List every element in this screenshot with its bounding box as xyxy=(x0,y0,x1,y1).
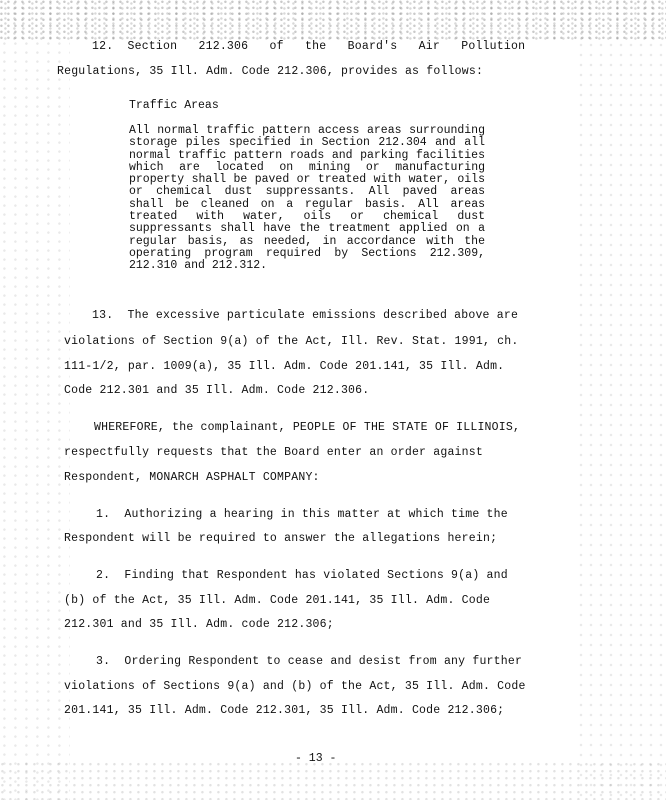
item3-line2: violations of Sections 9(a) and (b) of the Act, 35 Ill. Adm. Code xyxy=(64,680,526,693)
para13-line2: violations of Section 9(a) of the Act, Ill. Rev. Stat. 1991, ch. xyxy=(64,335,519,348)
item3-line1: 3. Ordering Respondent to cease and desist from any further xyxy=(96,655,523,668)
quote-body: All normal traffic pattern access areas surrounding storage piles specified in Section 212.304 and all normal traffic pattern roads and parking facilities which are located on mining or manufacturing property shall be paved or treated with water, oils or chemical dust suppressants. All paved areas shall be cleaned on a regular basis. All areas treated with water, oils or chemical dust suppressants shall have the treatment applied on a regular basis, as needed, in accordance with the operating program required by Sections 212.309, 212.310 and 212.312. xyxy=(129,124,485,273)
para13-line3: 111-1/2, par. 1009(a), 35 Ill. Adm. Code 201.141, 35 Ill. Adm. xyxy=(64,360,505,373)
para13-line4: Code 212.301 and 35 Ill. Adm. Code 212.306. xyxy=(64,384,370,397)
wherefore-line3: Respondent, MONARCH ASPHALT COMPANY: xyxy=(64,471,320,484)
scan-noise-left xyxy=(0,40,70,800)
scan-noise-right xyxy=(576,40,666,800)
page-number: - 13 - xyxy=(295,752,337,765)
item2-line3: 212.301 and 35 Ill. Adm. code 212.306; xyxy=(64,618,334,631)
item1-line2: Respondent will be required to answer the allegations herein; xyxy=(64,532,498,545)
item2-line1: 2. Finding that Respondent has violated Sections 9(a) and xyxy=(96,569,508,582)
para12-line1: 12. Section 212.306 of the Board's Air Pollution xyxy=(92,40,526,53)
item2-line2: (b) of the Act, 35 Ill. Adm. Code 201.141, 35 Ill. Adm. Code xyxy=(64,594,491,607)
quote-title: Traffic Areas xyxy=(129,99,219,112)
item1-line1: 1. Authorizing a hearing in this matter at which time the xyxy=(96,508,508,521)
wherefore-line1: WHEREFORE, the complainant, PEOPLE OF THE STATE OF ILLINOIS, xyxy=(94,421,521,434)
wherefore-line2: respectfully requests that the Board enter an order against xyxy=(64,446,483,459)
para13-line1: 13. The excessive particulate emissions described above are xyxy=(92,309,519,322)
item3-line3: 201.141, 35 Ill. Adm. Code 212.301, 35 Ill. Adm. Code 212.306; xyxy=(64,704,505,717)
scan-noise-bottom xyxy=(0,760,666,800)
para12-line2: Regulations, 35 Ill. Adm. Code 212.306, provides as follows: xyxy=(57,65,484,78)
scan-noise-top xyxy=(0,0,666,40)
